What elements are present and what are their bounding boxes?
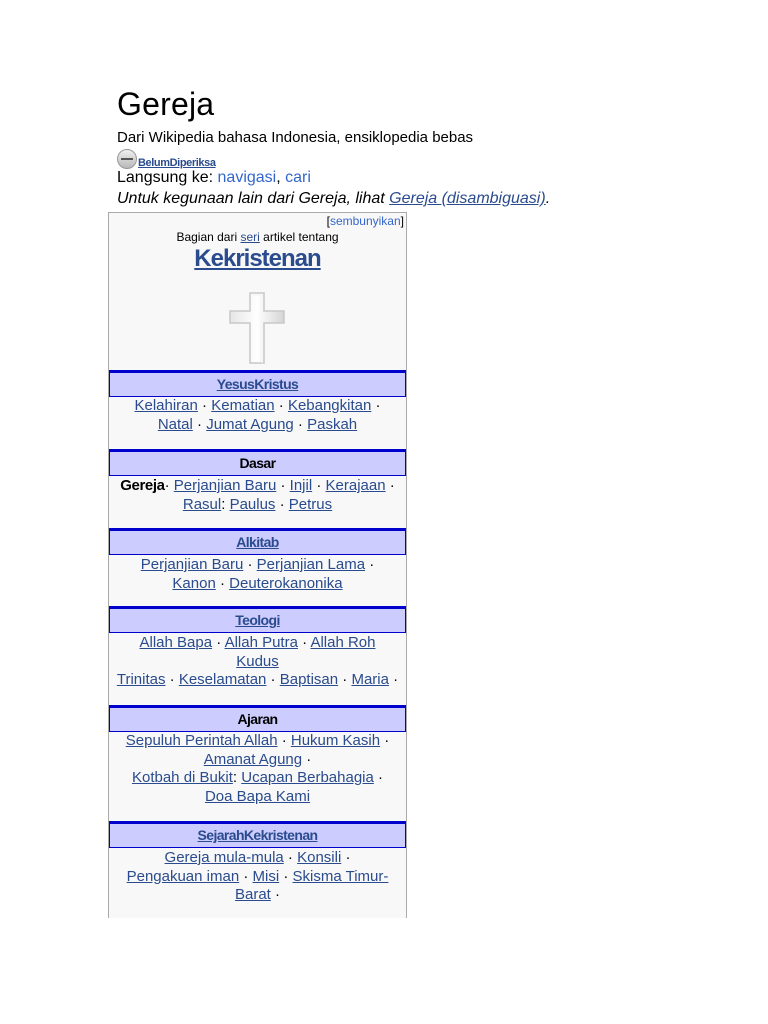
- hatnote-period: .: [545, 190, 551, 207]
- separator: ·: [279, 867, 293, 885]
- series-prefix: Bagian dari: [176, 230, 241, 244]
- section-line: [109, 769, 406, 788]
- section-heading-dasar: [109, 449, 406, 476]
- separator: :: [221, 495, 230, 513]
- topic-link-barat[interactable]: Barat: [234, 886, 271, 903]
- separator: ·: [276, 477, 290, 494]
- topic-link-keselamatan[interactable]: Keselamatan: [178, 671, 267, 688]
- section-line: [109, 634, 406, 653]
- review-status-link[interactable]: BelumDiperiksa: [138, 157, 216, 169]
- current-topic: Gereja: [120, 477, 165, 494]
- page-title: Gereja: [117, 86, 215, 122]
- separator: ·: [297, 634, 311, 651]
- section-line: [109, 751, 406, 770]
- separator: ·: [270, 886, 281, 903]
- topic-link-natal[interactable]: Natal: [157, 415, 193, 433]
- separator: :: [232, 769, 242, 786]
- section-heading-label[interactable]: SejarahKekristenan: [197, 827, 318, 843]
- section-heading-sejarahkekristenan[interactable]: [109, 821, 406, 848]
- topic-link-kotbah-di-bukit[interactable]: Kotbah di Bukit: [131, 769, 233, 786]
- series-title-link[interactable]: Kekristenan: [194, 245, 321, 272]
- section-links-dasar: [109, 477, 406, 514]
- section-line: [109, 477, 406, 496]
- series-caption: [109, 230, 406, 244]
- topic-link-kanon[interactable]: Kanon: [172, 574, 216, 592]
- topic-link-paulus[interactable]: Paulus: [229, 495, 276, 513]
- topic-link-injil[interactable]: Injil: [289, 477, 313, 494]
- section-heading-label[interactable]: Alkitab: [236, 534, 279, 550]
- topic-link-sepuluh-perintah-allah[interactable]: Sepuluh Perintah Allah: [125, 732, 278, 749]
- section-line: [109, 556, 406, 575]
- separator: ·: [274, 397, 288, 414]
- section-links-teologi: [109, 634, 406, 690]
- hatnote: [117, 190, 550, 208]
- topic-link-pengakuan-iman[interactable]: Pengakuan iman: [126, 867, 240, 885]
- topic-link-amanat-agung[interactable]: Amanat Agung: [203, 750, 303, 768]
- separator: ·: [302, 750, 312, 768]
- jump-to-search-link[interactable]: cari: [285, 169, 311, 186]
- jump-separator: ,: [276, 169, 286, 186]
- topic-link-rasul[interactable]: Rasul: [182, 495, 222, 513]
- series-suffix: artikel tentang: [259, 230, 339, 244]
- topic-link-skisma-timur[interactable]: Skisma Timur-: [292, 867, 389, 885]
- christianity-series-infobox: [108, 212, 407, 918]
- jump-prefix: Langsung ke:: [117, 169, 218, 186]
- topic-link-hukum-kasih[interactable]: Hukum Kasih: [290, 732, 381, 749]
- bracket-close: ]: [400, 214, 404, 228]
- section-links-ajaran: [109, 732, 406, 806]
- separator: ·: [239, 867, 253, 885]
- topic-link-kelahiran[interactable]: Kelahiran: [134, 397, 198, 414]
- separator: ·: [266, 671, 280, 688]
- topic-link-allah-putra[interactable]: Allah Putra: [224, 634, 298, 651]
- section-line: [109, 788, 406, 807]
- topic-link-doa-bapa-kami[interactable]: Doa Bapa Kami: [204, 787, 311, 805]
- topic-link-kematian[interactable]: Kematian: [211, 397, 275, 414]
- section-heading-ajaran: [109, 705, 406, 732]
- unreviewed-icon: [117, 149, 137, 169]
- section-line: [109, 886, 406, 905]
- separator: ·: [365, 556, 375, 573]
- separator: ·: [341, 849, 351, 866]
- separator: ·: [338, 671, 352, 688]
- section-heading-label: Dasar: [239, 455, 276, 471]
- section-heading-label[interactable]: Teologi: [235, 612, 280, 628]
- topic-link-deuterokanonika[interactable]: Deuterokanonika: [229, 574, 343, 592]
- separator: ·: [164, 477, 174, 494]
- topic-link-perjanjian-baru[interactable]: Perjanjian Baru: [140, 556, 244, 573]
- section-links-sejarahkekristenan: [109, 849, 406, 905]
- section-links-alkitab: [109, 556, 406, 593]
- series-link[interactable]: seri: [240, 230, 260, 244]
- bracket-open: [: [326, 214, 330, 228]
- topic-link-kebangkitan[interactable]: Kebangkitan: [287, 397, 372, 414]
- separator: ·: [312, 477, 326, 494]
- christian-cross-icon: [228, 291, 286, 365]
- topic-link-konsili[interactable]: Konsili: [297, 849, 342, 866]
- topic-link-baptisan[interactable]: Baptisan: [279, 671, 339, 688]
- topic-link-trinitas[interactable]: Trinitas: [116, 671, 166, 688]
- separator: ·: [197, 397, 212, 414]
- topic-link-kudus[interactable]: Kudus: [236, 652, 279, 670]
- section-line: [109, 397, 406, 416]
- topic-link-maria[interactable]: Maria: [351, 671, 389, 688]
- separator: ·: [243, 556, 257, 573]
- separator: ·: [388, 671, 399, 688]
- jump-to-navigation-link[interactable]: navigasi: [217, 169, 277, 186]
- topic-link-gereja-mula-mula[interactable]: Gereja mula-mula: [164, 849, 284, 866]
- topic-link-allah-roh[interactable]: Allah Roh: [310, 634, 376, 651]
- separator: ·: [275, 495, 289, 513]
- separator: ·: [385, 477, 395, 494]
- section-links-yesuskristus: [109, 397, 406, 434]
- section-line: [109, 575, 406, 594]
- topic-link-allah-bapa[interactable]: Allah Bapa: [139, 634, 213, 651]
- topic-link-petrus[interactable]: Petrus: [288, 495, 333, 513]
- section-heading-label[interactable]: YesusKristus: [216, 376, 299, 392]
- section-heading-teologi[interactable]: [109, 606, 406, 633]
- section-line: [109, 671, 406, 690]
- separator: ·: [293, 415, 308, 433]
- section-heading-label: Ajaran: [237, 711, 278, 727]
- topic-link-paskah[interactable]: Paskah: [307, 415, 358, 433]
- separator: ·: [380, 732, 390, 749]
- topic-link-misi[interactable]: Misi: [252, 867, 280, 885]
- topic-link-ucapan-berbahagia[interactable]: Ucapan Berbahagia: [241, 769, 374, 786]
- separator: ·: [212, 634, 225, 651]
- topic-link-perjanjian-lama[interactable]: Perjanjian Lama: [256, 556, 366, 573]
- separator: ·: [215, 574, 230, 592]
- section-line: [109, 653, 406, 672]
- section-line: [109, 732, 406, 751]
- hide-toggle[interactable]: [327, 214, 404, 228]
- site-tagline: Dari Wikipedia bahasa Indonesia, ensiklopedia bebas: [117, 129, 474, 146]
- topic-link-perjanjian-baru[interactable]: Perjanjian Baru: [173, 477, 277, 494]
- hatnote-text: Untuk kegunaan lain dari Gereja, lihat: [117, 190, 390, 207]
- section-line: [109, 416, 406, 435]
- section-line: [109, 849, 406, 868]
- topic-link-kerajaan[interactable]: Kerajaan: [325, 477, 386, 494]
- section-line: [109, 868, 406, 887]
- review-status-badge[interactable]: [117, 147, 216, 169]
- section-heading-yesuskristus[interactable]: [109, 370, 406, 397]
- separator: ·: [277, 732, 291, 749]
- separator: ·: [373, 769, 384, 786]
- separator: ·: [371, 397, 381, 414]
- jump-links: [117, 169, 311, 187]
- section-line: [109, 496, 406, 515]
- topic-link-jumat-agung[interactable]: Jumat Agung: [206, 415, 294, 433]
- section-heading-alkitab[interactable]: [109, 528, 406, 555]
- hide-link[interactable]: sembunyikan: [329, 214, 401, 228]
- disambiguation-link[interactable]: Gereja (disambiguasi): [389, 190, 546, 207]
- separator: ·: [283, 849, 298, 866]
- separator: ·: [165, 671, 179, 688]
- separator: ·: [192, 415, 207, 433]
